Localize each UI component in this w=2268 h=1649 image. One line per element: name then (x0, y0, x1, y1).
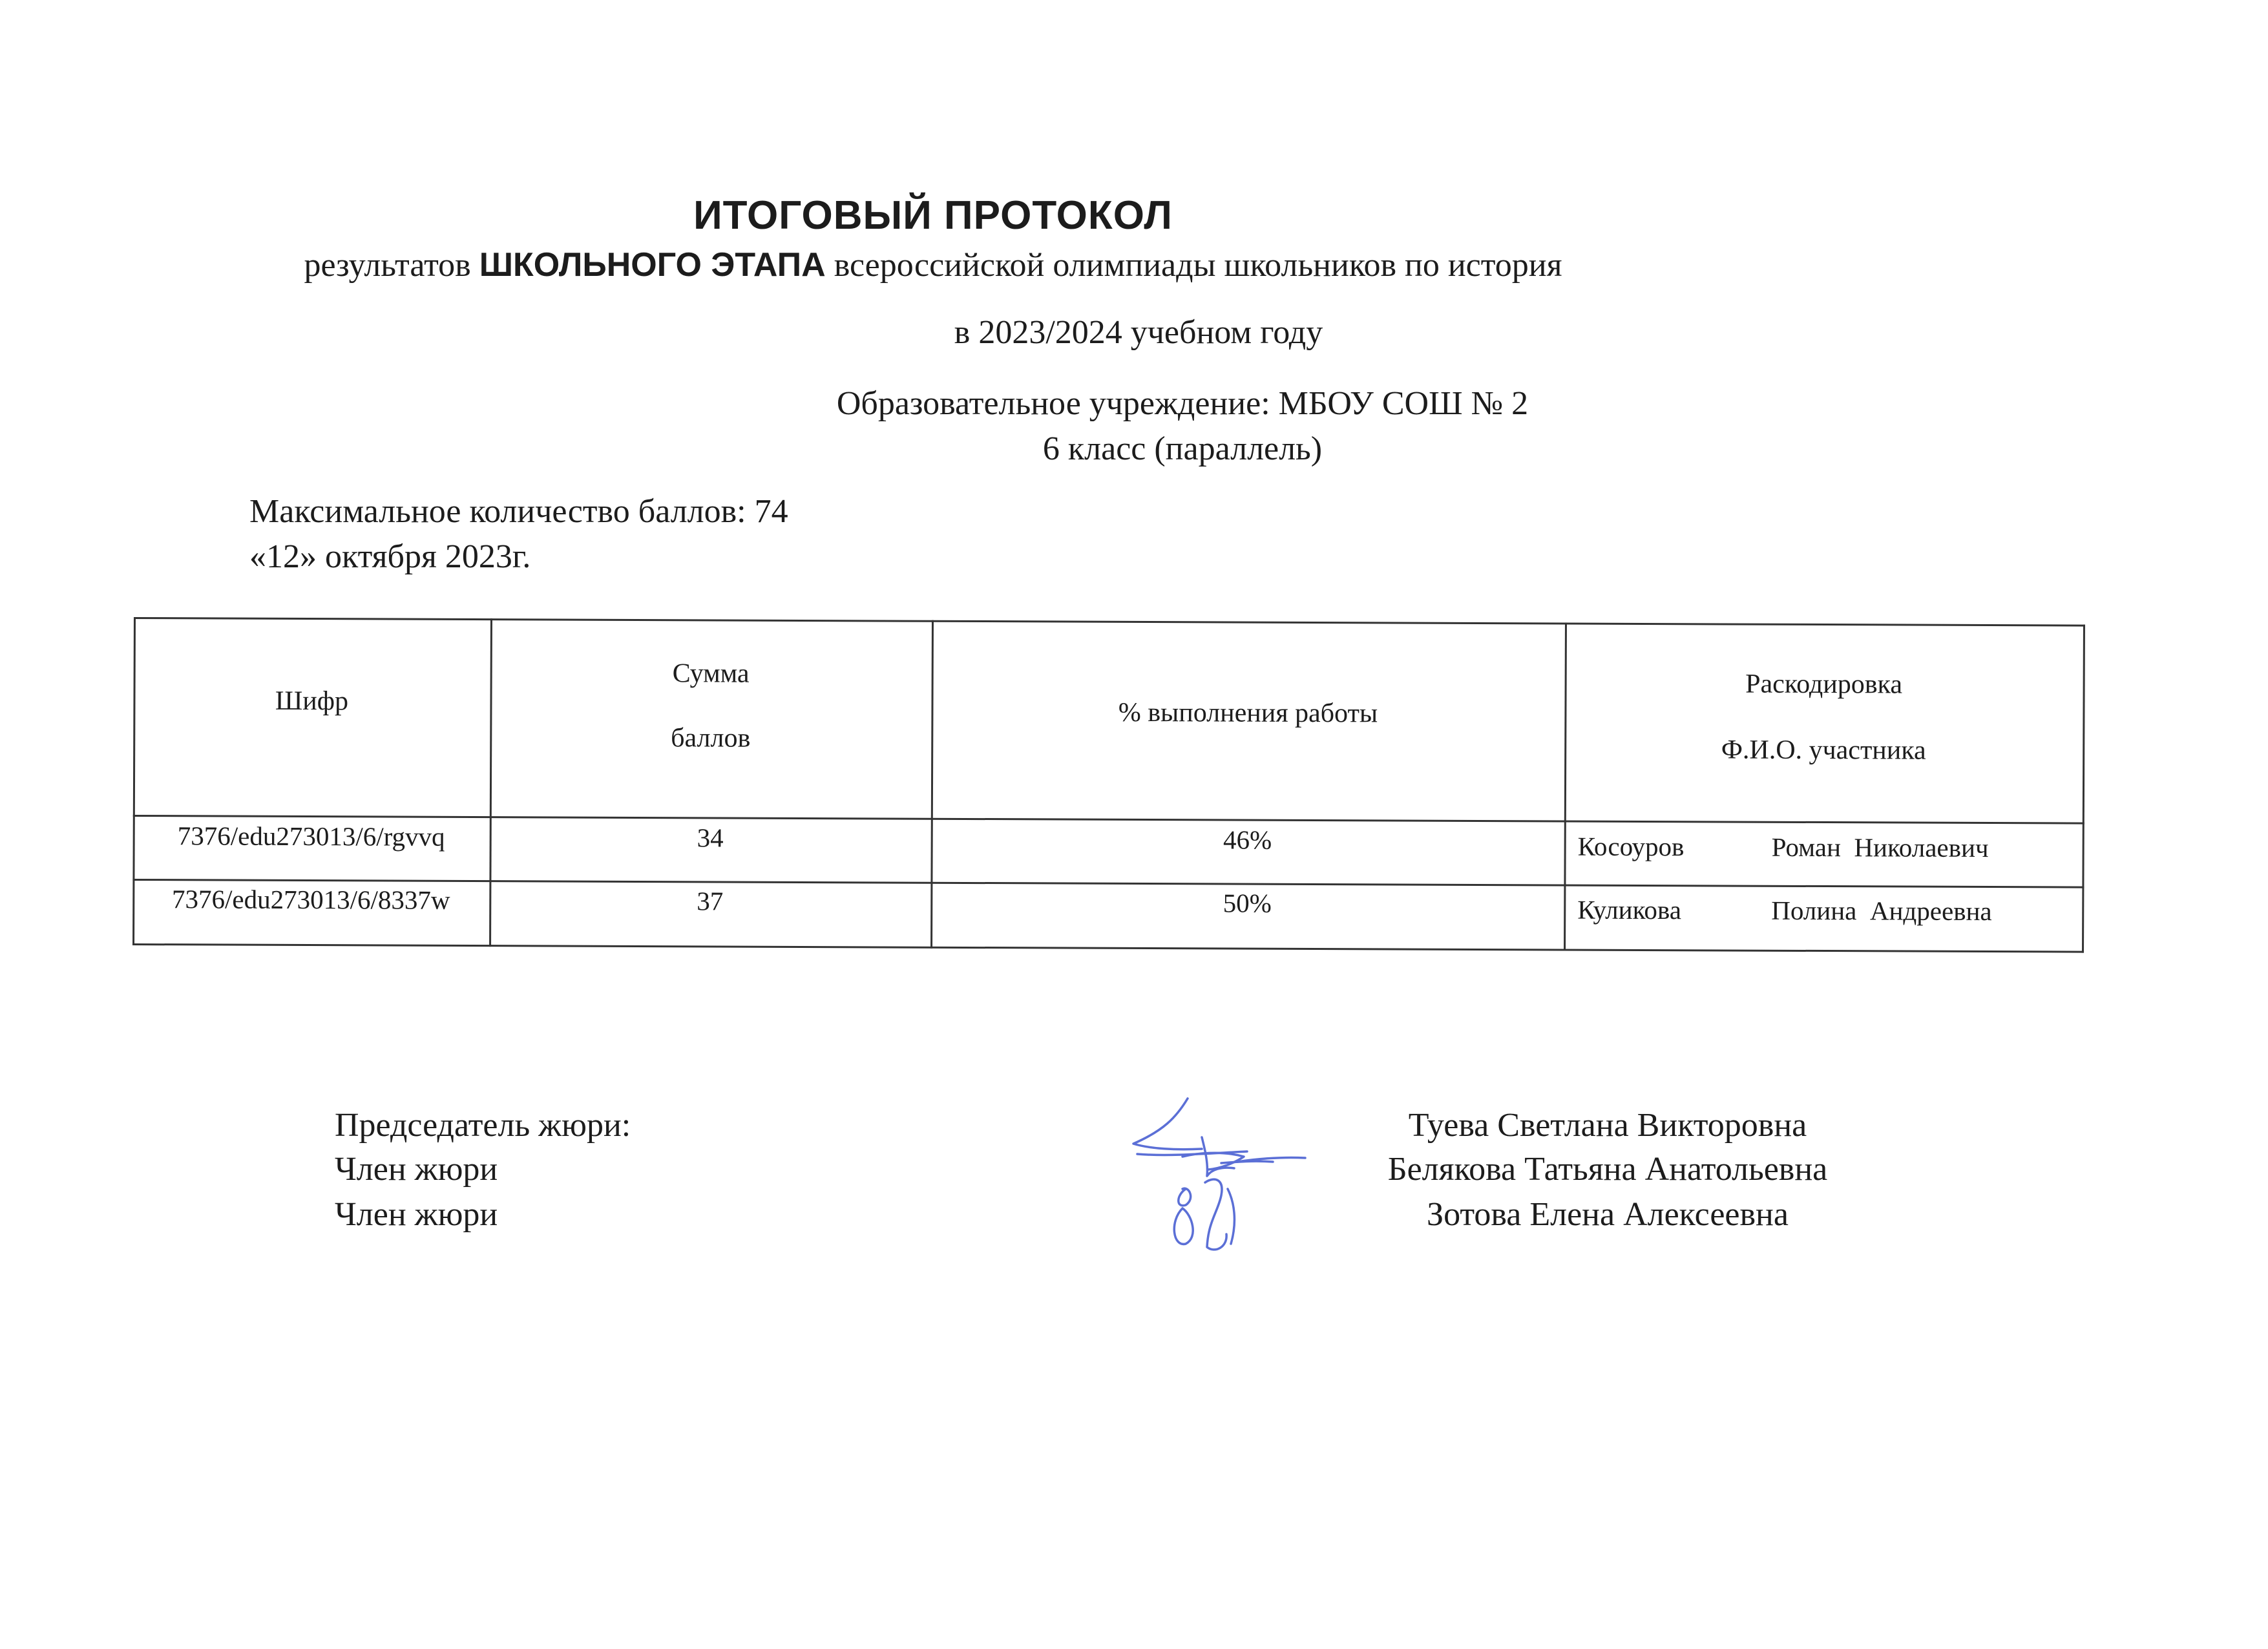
row2-cipher: 7376/edu273013/6/8337w (171, 884, 450, 915)
subtitle-prefix: результатов (304, 247, 479, 284)
grade-level: 6 класс (параллель) (1042, 430, 1323, 467)
row1-score: 34 (697, 823, 724, 853)
table-border-top (134, 617, 2085, 627)
jury-member2-name: Зотова Елена Алексеевна (1427, 1196, 1789, 1233)
header-sum-line2: баллов (671, 723, 751, 753)
row1-percent: 46% (1223, 824, 1272, 855)
jury-chair-name: Туева Светлана Викторовна (1408, 1107, 1807, 1144)
row2-given-names: Полина Андреевна (1771, 895, 1992, 927)
row1-given-names: Роман Николаевич (1771, 832, 1989, 863)
header-cipher: Шифр (275, 686, 349, 717)
max-score: Максимальное количество баллов: 74 (249, 493, 788, 530)
row2-percent: 50% (1223, 888, 1272, 918)
olympiad-date: «12» октября 2023г. (249, 538, 531, 575)
academic-year: в 2023/2024 учебном году (954, 314, 1323, 351)
jury-member1-label: Член жюри (335, 1151, 498, 1188)
row1-surname: Косоуров (1577, 831, 1685, 862)
jury-member2-label: Член жюри (335, 1196, 498, 1233)
table-border-bottom (132, 943, 2084, 953)
subtitle-stage: ШКОЛЬНОГО ЭТАПА (479, 246, 826, 284)
results-table (132, 617, 2085, 953)
document-subtitle (0, 246, 1866, 284)
handwritten-signature (1124, 1092, 1357, 1286)
header-percent: % выполнения работы (1118, 697, 1378, 729)
header-sum-line1: Сумма (672, 658, 750, 689)
row2-score: 37 (697, 886, 724, 916)
jury-member1-name: Белякова Татьяна Анатольевна (1387, 1151, 1828, 1188)
document-title: ИТОГОВЫЙ ПРОТОКОЛ (693, 193, 1173, 238)
row1-cipher: 7376/edu273013/6/rgvvq (177, 821, 445, 852)
school-name: Образовательное учреждение: МБОУ СОШ № 2 (836, 385, 1529, 422)
row2-surname: Куликова (1577, 894, 1682, 925)
subtitle-suffix: всероссийской олимпиады школьников по история (825, 247, 1562, 284)
header-decode-line2: Ф.И.О. участника (1721, 735, 1926, 766)
header-decode-line1: Раскодировка (1745, 669, 1903, 700)
jury-chair-label: Председатель жюри: (335, 1107, 631, 1144)
